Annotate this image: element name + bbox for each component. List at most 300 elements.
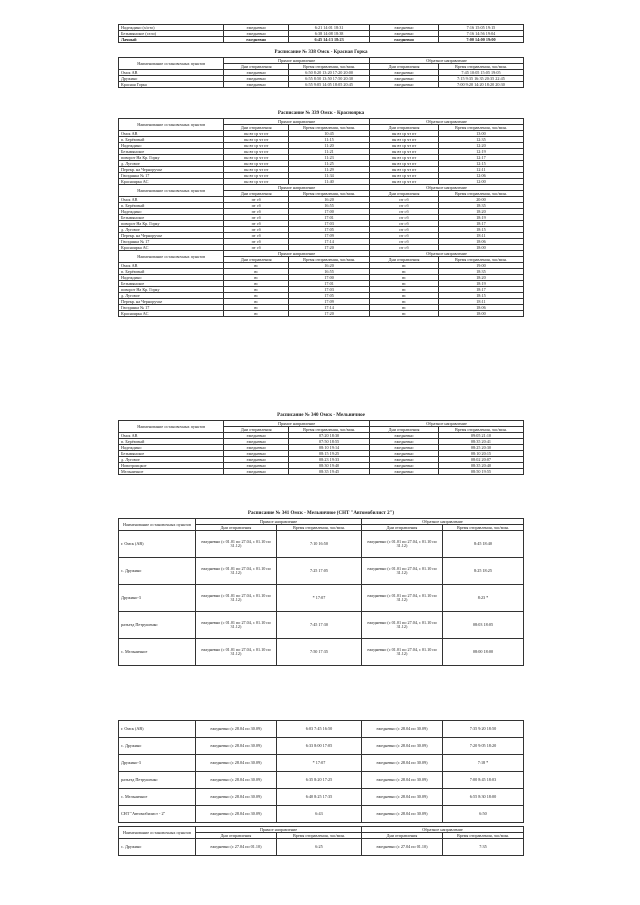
backward-header: Обратное направление	[361, 827, 523, 833]
stop-name: Красноярка АС	[119, 311, 224, 317]
backward-days: вс	[370, 287, 439, 293]
backward-header: Обратное направление	[370, 251, 524, 257]
route-341-schedule	[118, 510, 524, 666]
backward-times: 18:20	[438, 209, 523, 215]
forward-times: 6:45 14:13 18:23	[289, 37, 370, 43]
stop-name: Перекр. на Черноручье	[119, 167, 224, 173]
backward-days: вс	[370, 275, 439, 281]
table-row	[119, 585, 524, 612]
forward-header: Прямое направление	[224, 185, 370, 191]
backward-days: ежедневно	[370, 463, 439, 469]
backward-times: 08:35 20:40	[438, 463, 523, 469]
stop-name: д. Луговое	[119, 293, 224, 299]
forward-times: 17:14	[289, 305, 370, 311]
backward-times: 18:19	[438, 215, 523, 221]
time-header: Время отправления, час/мин.	[442, 525, 523, 531]
backward-times: 08:00 18:00	[442, 639, 523, 666]
backward-times: 18:17	[438, 287, 523, 293]
forward-days: ежедневно (с 01.01 по 27.04, с 01.10 по 31.12)	[195, 558, 276, 585]
backward-days: пн вт ср чт пт	[370, 161, 439, 167]
backward-times: 18:15	[438, 227, 523, 233]
forward-times: 16:20	[289, 197, 370, 203]
stop-name: разъезд Петрушенко	[119, 772, 196, 789]
forward-days: ежедневно (с 01.01 по 27.04, с 01.10 по 31.12)	[195, 531, 276, 558]
backward-times: 8:25 18:25	[442, 558, 523, 585]
forward-times: 17:14	[289, 239, 370, 245]
backward-times: 7:00 9:20 14:20 18:20 20:30	[438, 82, 523, 88]
forward-days: вс	[224, 287, 289, 293]
time-header: Время отправления, час/мин.	[276, 525, 361, 531]
stop-name: с. Дружино	[119, 839, 196, 856]
backward-days: ежедневно	[370, 76, 439, 82]
backward-times: 08:10 20:15	[438, 451, 523, 457]
stop-name: Красноярка АС	[119, 179, 224, 185]
table-row	[119, 738, 524, 755]
backward-times: 7:16 14:56 19:04	[438, 31, 523, 37]
route-341-summer-schedule	[118, 720, 524, 823]
forward-days: пн вт ср чт пт	[224, 149, 289, 155]
forward-days: ежедневно (с 28.04 по 30.09)	[195, 806, 276, 823]
stop-name: СНТ "Автомобилист - 2"	[119, 806, 196, 823]
time-header: Время отправления, час/мин.	[289, 427, 370, 433]
forward-days: ежедневно	[224, 76, 289, 82]
days-header: Дни отправления	[224, 191, 289, 197]
backward-days: вс	[370, 311, 439, 317]
forward-days: вс	[224, 275, 289, 281]
table-row	[119, 772, 524, 789]
stop-name: Дружино-3	[119, 755, 196, 772]
backward-days: ежедневно (с 28.04 по 30.09)	[361, 772, 442, 789]
days-header: Дни отправления	[370, 257, 439, 263]
backward-times: 08:03 18:05	[442, 612, 523, 639]
stop-name: п. Берёзовый	[119, 203, 224, 209]
backward-days: пн вт ср чт пт	[370, 143, 439, 149]
forward-header: Прямое направление	[195, 827, 361, 833]
forward-header: Прямое направление	[224, 119, 370, 125]
forward-days: вс	[224, 281, 289, 287]
backward-header: Обратное направление	[370, 119, 524, 125]
time-header: Время отправления, час/мин.	[276, 833, 361, 839]
forward-times: 17:09	[289, 299, 370, 305]
backward-times: 12:19	[438, 149, 523, 155]
backward-times: 7:00 8:45 18:03	[442, 772, 523, 789]
backward-days: ежедневно	[370, 31, 439, 37]
days-header: Дни отправления	[195, 833, 276, 839]
stop-name: Дружино	[119, 76, 224, 82]
time-header: Время отправления, час/мин.	[438, 191, 523, 197]
forward-times: 17:03	[289, 221, 370, 227]
backward-times: 7:45 10:05 15:05 19:05	[438, 70, 523, 76]
backward-days: пт сб	[370, 245, 439, 251]
backward-times: 8:45 18:40	[442, 531, 523, 558]
forward-times: 16:55	[289, 203, 370, 209]
forward-times: 16:55	[289, 269, 370, 275]
forward-header: Прямое направление	[224, 58, 370, 64]
backward-times: 7:20 9:05 18:20	[442, 738, 523, 755]
backward-days: ежедневно	[370, 25, 439, 31]
forward-times: 6:55 9:05 14:05 18:05 20:45	[289, 82, 370, 88]
route-340-title: Расписание № 340 Омск - Мельничное	[277, 413, 365, 418]
stop-name: Красноярка АС	[119, 245, 224, 251]
forward-times: 17:01	[289, 281, 370, 287]
forward-days: пн вт ср чт пт	[224, 167, 289, 173]
backward-days: ежедневно	[370, 445, 439, 451]
stop-name: Омск АВ	[119, 131, 224, 137]
stop-name: Безымянское (село)	[119, 31, 224, 37]
stop-name: Гвоздянка № 17	[119, 239, 224, 245]
backward-times: 18:15	[438, 293, 523, 299]
table-row	[119, 37, 524, 43]
forward-days: ежедневно	[224, 433, 289, 439]
stop-name: Омск АВ	[119, 263, 224, 269]
forward-days: ежедневно	[224, 439, 289, 445]
forward-days: пт сб	[224, 245, 289, 251]
stop-name: Перекр. на Черноручье	[119, 233, 224, 239]
days-header: Дни отправления	[224, 427, 289, 433]
backward-days: ежедневно	[370, 82, 439, 88]
backward-days: вс	[370, 281, 439, 287]
table-row	[119, 721, 524, 738]
forward-days: ежедневно (с 28.04 по 30.09)	[195, 721, 276, 738]
stop-name: п. Берёзовый	[119, 439, 224, 445]
stop-name: Безымянское	[119, 281, 224, 287]
days-header: Дни отправления	[370, 125, 439, 131]
backward-times: 18:35	[438, 203, 523, 209]
table-row	[119, 469, 524, 475]
days-header: Дни отправления	[195, 525, 276, 531]
forward-days: пт сб	[224, 197, 289, 203]
forward-times: 6:33 8:00 17:05	[276, 738, 361, 755]
forward-times: 7:50 17:35	[276, 639, 361, 666]
forward-times: 11:21	[289, 149, 370, 155]
backward-days: пн вт ср чт пт	[370, 167, 439, 173]
backward-times: 7:18 *	[442, 755, 523, 772]
backward-times: 20:00	[438, 197, 523, 203]
forward-times: 6:21 14:01 18:31	[289, 25, 370, 31]
stop-name: Гвоздянка № 17	[119, 173, 224, 179]
forward-times: 7:10 16:50	[276, 531, 361, 558]
days-header: Дни отправления	[370, 191, 439, 197]
backward-days: ежедневно (с 01.01 по 27.04, с 01.10 по 31.12)	[361, 585, 442, 612]
route-338-schedule	[118, 49, 524, 88]
backward-days: ежедневно (с 28.04 по 30.09)	[361, 721, 442, 738]
backward-days: ежедневно (с 28.04 по 30.09)	[361, 738, 442, 755]
forward-times: 11:20	[289, 143, 370, 149]
forward-days: пт сб	[224, 233, 289, 239]
backward-times: 18:06	[438, 305, 523, 311]
forward-times: 17:05	[289, 227, 370, 233]
stop-name: с. Мельничное	[119, 639, 196, 666]
forward-times: 08:35 19:45	[289, 469, 370, 475]
forward-days: пн вт ср чт пт	[224, 155, 289, 161]
backward-times: 7:35	[442, 839, 523, 856]
forward-days: пт сб	[224, 203, 289, 209]
backward-days: ежедневно (с 01.01 по 27.04, с 01.10 по 31.12)	[361, 639, 442, 666]
backward-days: вс	[370, 263, 439, 269]
backward-days: ежедневно (с 28.04 по 30.09)	[361, 755, 442, 772]
stops-header: Наименование остановочных пунктов	[119, 119, 224, 131]
forward-days: вс	[224, 263, 289, 269]
backward-times: 12:11	[438, 167, 523, 173]
forward-days: ежедневно	[224, 463, 289, 469]
backward-days: пт сб	[370, 197, 439, 203]
forward-days: пн вт ср чт пт	[224, 137, 289, 143]
route-339-title: Расписание № 339 Омск - Красноярка	[277, 111, 365, 116]
days-header: Дни отправления	[370, 64, 439, 70]
forward-days: ежедневно	[224, 469, 289, 475]
days-header: Дни отправления	[224, 257, 289, 263]
stop-name: поворот На Кр. Горку	[119, 287, 224, 293]
forward-times: 6:55 8:50 13:50 17:50 20:30	[289, 76, 370, 82]
backward-times: 09:05 21:10	[438, 433, 523, 439]
backward-times: 08:02 20:07	[438, 457, 523, 463]
stop-name: д. Луговое	[119, 457, 224, 463]
stop-name: Перекр. на Черноручье	[119, 299, 224, 305]
backward-times: 8:23 *	[442, 585, 523, 612]
stops-header: Наименование остановочных пунктов	[119, 251, 224, 263]
table-row	[119, 806, 524, 823]
forward-times: 11:25	[289, 161, 370, 167]
backward-times: 18:06	[438, 239, 523, 245]
backward-times: 18:19	[438, 281, 523, 287]
stops-header: Наименование остановочных пунктов	[119, 519, 196, 531]
time-header: Время отправления, час/мин.	[289, 257, 370, 263]
route-340-schedule	[118, 412, 524, 475]
forward-times: 11:40	[289, 179, 370, 185]
backward-times: 18:35	[438, 269, 523, 275]
days-header: Дни отправления	[224, 64, 289, 70]
forward-times: 6:35 8:20 17:25	[276, 772, 361, 789]
backward-days: пн вт ср чт пт	[370, 173, 439, 179]
forward-days: ежедневно (с 28.04 по 30.09)	[195, 738, 276, 755]
forward-days: вс	[224, 311, 289, 317]
forward-times: 6:25	[276, 839, 361, 856]
forward-days: ежедневно (с 27.04 по 01.10)	[195, 839, 276, 856]
forward-times: 17:09	[289, 233, 370, 239]
stop-name: г. Омск (АВ)	[119, 531, 196, 558]
stop-name: с. Дружино	[119, 738, 196, 755]
stops-header: Наименование остановочных пунктов	[119, 185, 224, 197]
forward-days: ежедневно (с 01.01 по 27.04, с 01.10 по 31.12)	[195, 612, 276, 639]
forward-times: 6:38 14:08 18:38	[289, 31, 370, 37]
forward-header: Прямое направление	[224, 421, 370, 427]
days-header: Дни отправления	[361, 525, 442, 531]
stop-name: разъезд Петрушенко	[119, 612, 196, 639]
stop-name: Гвоздянка № 17	[119, 305, 224, 311]
previous-route-table	[118, 24, 524, 43]
stop-name: д. Луговое	[119, 161, 224, 167]
forward-times: 10:45	[289, 131, 370, 137]
forward-days: пт сб	[224, 221, 289, 227]
forward-times: 08:10 19:14	[289, 445, 370, 451]
backward-days: пт сб	[370, 233, 439, 239]
time-header: Время отправления, час/мин.	[289, 64, 370, 70]
forward-times: 17:05	[289, 293, 370, 299]
backward-times: 12:06	[438, 173, 523, 179]
backward-days: пн вт ср чт пт	[370, 137, 439, 143]
stops-header: Наименование остановочных пунктов	[119, 58, 224, 70]
table-row	[119, 531, 524, 558]
forward-days: вс	[224, 293, 289, 299]
stop-name: Безымянское	[119, 149, 224, 155]
forward-days: вс	[224, 299, 289, 305]
backward-times: 7:16 15:05 19:15	[438, 25, 523, 31]
forward-header: Прямое направление	[195, 519, 361, 525]
forward-days: ежедневно	[224, 451, 289, 457]
backward-days: пн вт ср чт пт	[370, 155, 439, 161]
backward-header: Обратное направление	[370, 58, 524, 64]
backward-days: ежедневно (с 27.04 по 01.10)	[361, 839, 442, 856]
backward-days: вс	[370, 293, 439, 299]
backward-days: ежедневно (с 28.04 по 30.09)	[361, 806, 442, 823]
forward-days: вс	[224, 305, 289, 311]
forward-times: * 17:07	[276, 585, 361, 612]
backward-days: ежедневно	[370, 469, 439, 475]
backward-times: 12:17	[438, 155, 523, 161]
backward-days: пт сб	[370, 221, 439, 227]
backward-days: ежедневно	[370, 433, 439, 439]
backward-days: пн вт ср чт пт	[370, 131, 439, 137]
stop-name: Безымянское	[119, 451, 224, 457]
backward-days: пт сб	[370, 203, 439, 209]
forward-days: пн вт ср чт пт	[224, 173, 289, 179]
time-header: Время отправления, час/мин.	[438, 64, 523, 70]
forward-times: * 17:07	[276, 755, 361, 772]
stop-name: поворот На Кр. Горку	[119, 155, 224, 161]
backward-times: 18:11	[438, 233, 523, 239]
backward-times: 12:35	[438, 137, 523, 143]
forward-times: 11:34	[289, 173, 370, 179]
stop-name: поворот На Кр. Горку	[119, 221, 224, 227]
forward-days: пн вт ср чт пт	[224, 179, 289, 185]
stop-name: Безымянское	[119, 215, 224, 221]
backward-days: вс	[370, 269, 439, 275]
forward-days: ежедневно	[224, 25, 289, 31]
backward-times: 19:00	[438, 263, 523, 269]
stop-name: Красная Горка	[119, 82, 224, 88]
forward-days: пт сб	[224, 227, 289, 233]
forward-times: 08:23 19:33	[289, 457, 370, 463]
backward-times: 18:11	[438, 299, 523, 305]
time-header: Время отправления, час/мин.	[438, 427, 523, 433]
days-header: Дни отправления	[224, 125, 289, 131]
route-338-title: Расписание № 338 Омск - Красная Горка	[274, 50, 368, 55]
stop-name: Омск АВ	[119, 70, 224, 76]
time-header: Время отправления, час/мин.	[442, 833, 523, 839]
stop-name: г. Омск (АВ)	[119, 721, 196, 738]
time-header: Время отправления, час/мин.	[438, 125, 523, 131]
days-header: Дни отправления	[361, 833, 442, 839]
forward-times: 17:00	[289, 209, 370, 215]
stops-header: Наименование остановочных пунктов	[119, 421, 224, 433]
stop-name: Мельничное	[119, 469, 224, 475]
stops-header: Наименование остановочных пунктов	[119, 827, 196, 839]
table-row	[119, 311, 524, 317]
forward-times: 6:03 7:45 16:50	[276, 721, 361, 738]
backward-times: 7:00 14:00 19:00	[438, 37, 523, 43]
stop-name: с. Дружино	[119, 558, 196, 585]
table-row	[119, 612, 524, 639]
time-header: Время отправления, час/мин.	[289, 125, 370, 131]
stop-name: Надеждино (х/ото)	[119, 25, 224, 31]
stop-name: Омск АВ	[119, 197, 224, 203]
backward-days: ежедневно	[370, 439, 439, 445]
forward-days: ежедневно (с 28.04 по 30.09)	[195, 772, 276, 789]
backward-days: пт сб	[370, 227, 439, 233]
backward-times: 12:00	[438, 179, 523, 185]
stop-name: Надеждино	[119, 209, 224, 215]
route-341-druzhino-schedule	[118, 826, 524, 856]
forward-times: 6:43	[276, 806, 361, 823]
forward-times: 6:40 8:25 17:35	[276, 789, 361, 806]
backward-header: Обратное направление	[370, 421, 524, 427]
backward-times: 12:20	[438, 143, 523, 149]
route-339-schedule	[118, 110, 524, 317]
stop-name: Надеждино	[119, 275, 224, 281]
forward-days: ежедневно (с 28.04 по 30.09)	[195, 789, 276, 806]
forward-days: ежедневно	[224, 31, 289, 37]
forward-times: 11:23	[289, 155, 370, 161]
forward-days: пт сб	[224, 209, 289, 215]
backward-days: вс	[370, 299, 439, 305]
forward-times: 17:01	[289, 215, 370, 221]
backward-header: Обратное направление	[361, 519, 523, 525]
forward-header: Прямое направление	[224, 251, 370, 257]
forward-times: 07:20 18:30	[289, 433, 370, 439]
table-row	[119, 789, 524, 806]
backward-days: ежедневно	[370, 451, 439, 457]
stop-name: с. Мельничное	[119, 789, 196, 806]
forward-times: 08:15 19:25	[289, 451, 370, 457]
backward-times: 08:35 20:41	[438, 439, 523, 445]
stop-name: Надеждино	[119, 143, 224, 149]
table-row	[119, 82, 524, 88]
forward-times: 6:50 8:20 13:20 17:20 20:00	[289, 70, 370, 76]
forward-days: пн вт ср чт пт	[224, 161, 289, 167]
route-341-title: Расписание № 341 Омск - Мельничное (СНТ "Автомобилист 2")	[247, 511, 395, 516]
backward-times: 6:50	[442, 806, 523, 823]
table-row	[119, 558, 524, 585]
stop-name: д. Луговое	[119, 227, 224, 233]
time-header: Время отправления, час/мин.	[289, 191, 370, 197]
backward-times: 7:15 9:35 16:35 20:35 22:45	[438, 76, 523, 82]
backward-days: пт сб	[370, 239, 439, 245]
backward-days: ежедневно (с 01.01 по 27.04, с 01.10 по 31.12)	[361, 558, 442, 585]
backward-times: 13:00	[438, 131, 523, 137]
backward-times: 18:00	[438, 311, 523, 317]
backward-times: 18:17	[438, 221, 523, 227]
backward-days: ежедневно (с 01.01 по 27.04, с 01.10 по 31.12)	[361, 612, 442, 639]
forward-days: пт сб	[224, 239, 289, 245]
forward-days: ежедневно	[224, 37, 289, 43]
backward-times: 6:55 8:30 18:00	[442, 789, 523, 806]
backward-days: пт сб	[370, 209, 439, 215]
forward-times: 11:29	[289, 167, 370, 173]
forward-times: 7:45 17:30	[276, 612, 361, 639]
forward-days: пт сб	[224, 215, 289, 221]
forward-times: 17:00	[289, 275, 370, 281]
backward-times: 08:50 19:55	[438, 469, 523, 475]
forward-days: ежедневно	[224, 70, 289, 76]
backward-times: 7:35 9:20 18:50	[442, 721, 523, 738]
forward-days: ежедневно (с 01.01 по 27.04, с 01.10 по 31.12)	[195, 639, 276, 666]
forward-days: пн вт ср чт пт	[224, 143, 289, 149]
forward-times: 17:03	[289, 287, 370, 293]
backward-header: Обратное направление	[370, 185, 524, 191]
stop-name: Новотроицкое	[119, 463, 224, 469]
backward-days: пт сб	[370, 215, 439, 221]
backward-days: ежедневно	[370, 457, 439, 463]
